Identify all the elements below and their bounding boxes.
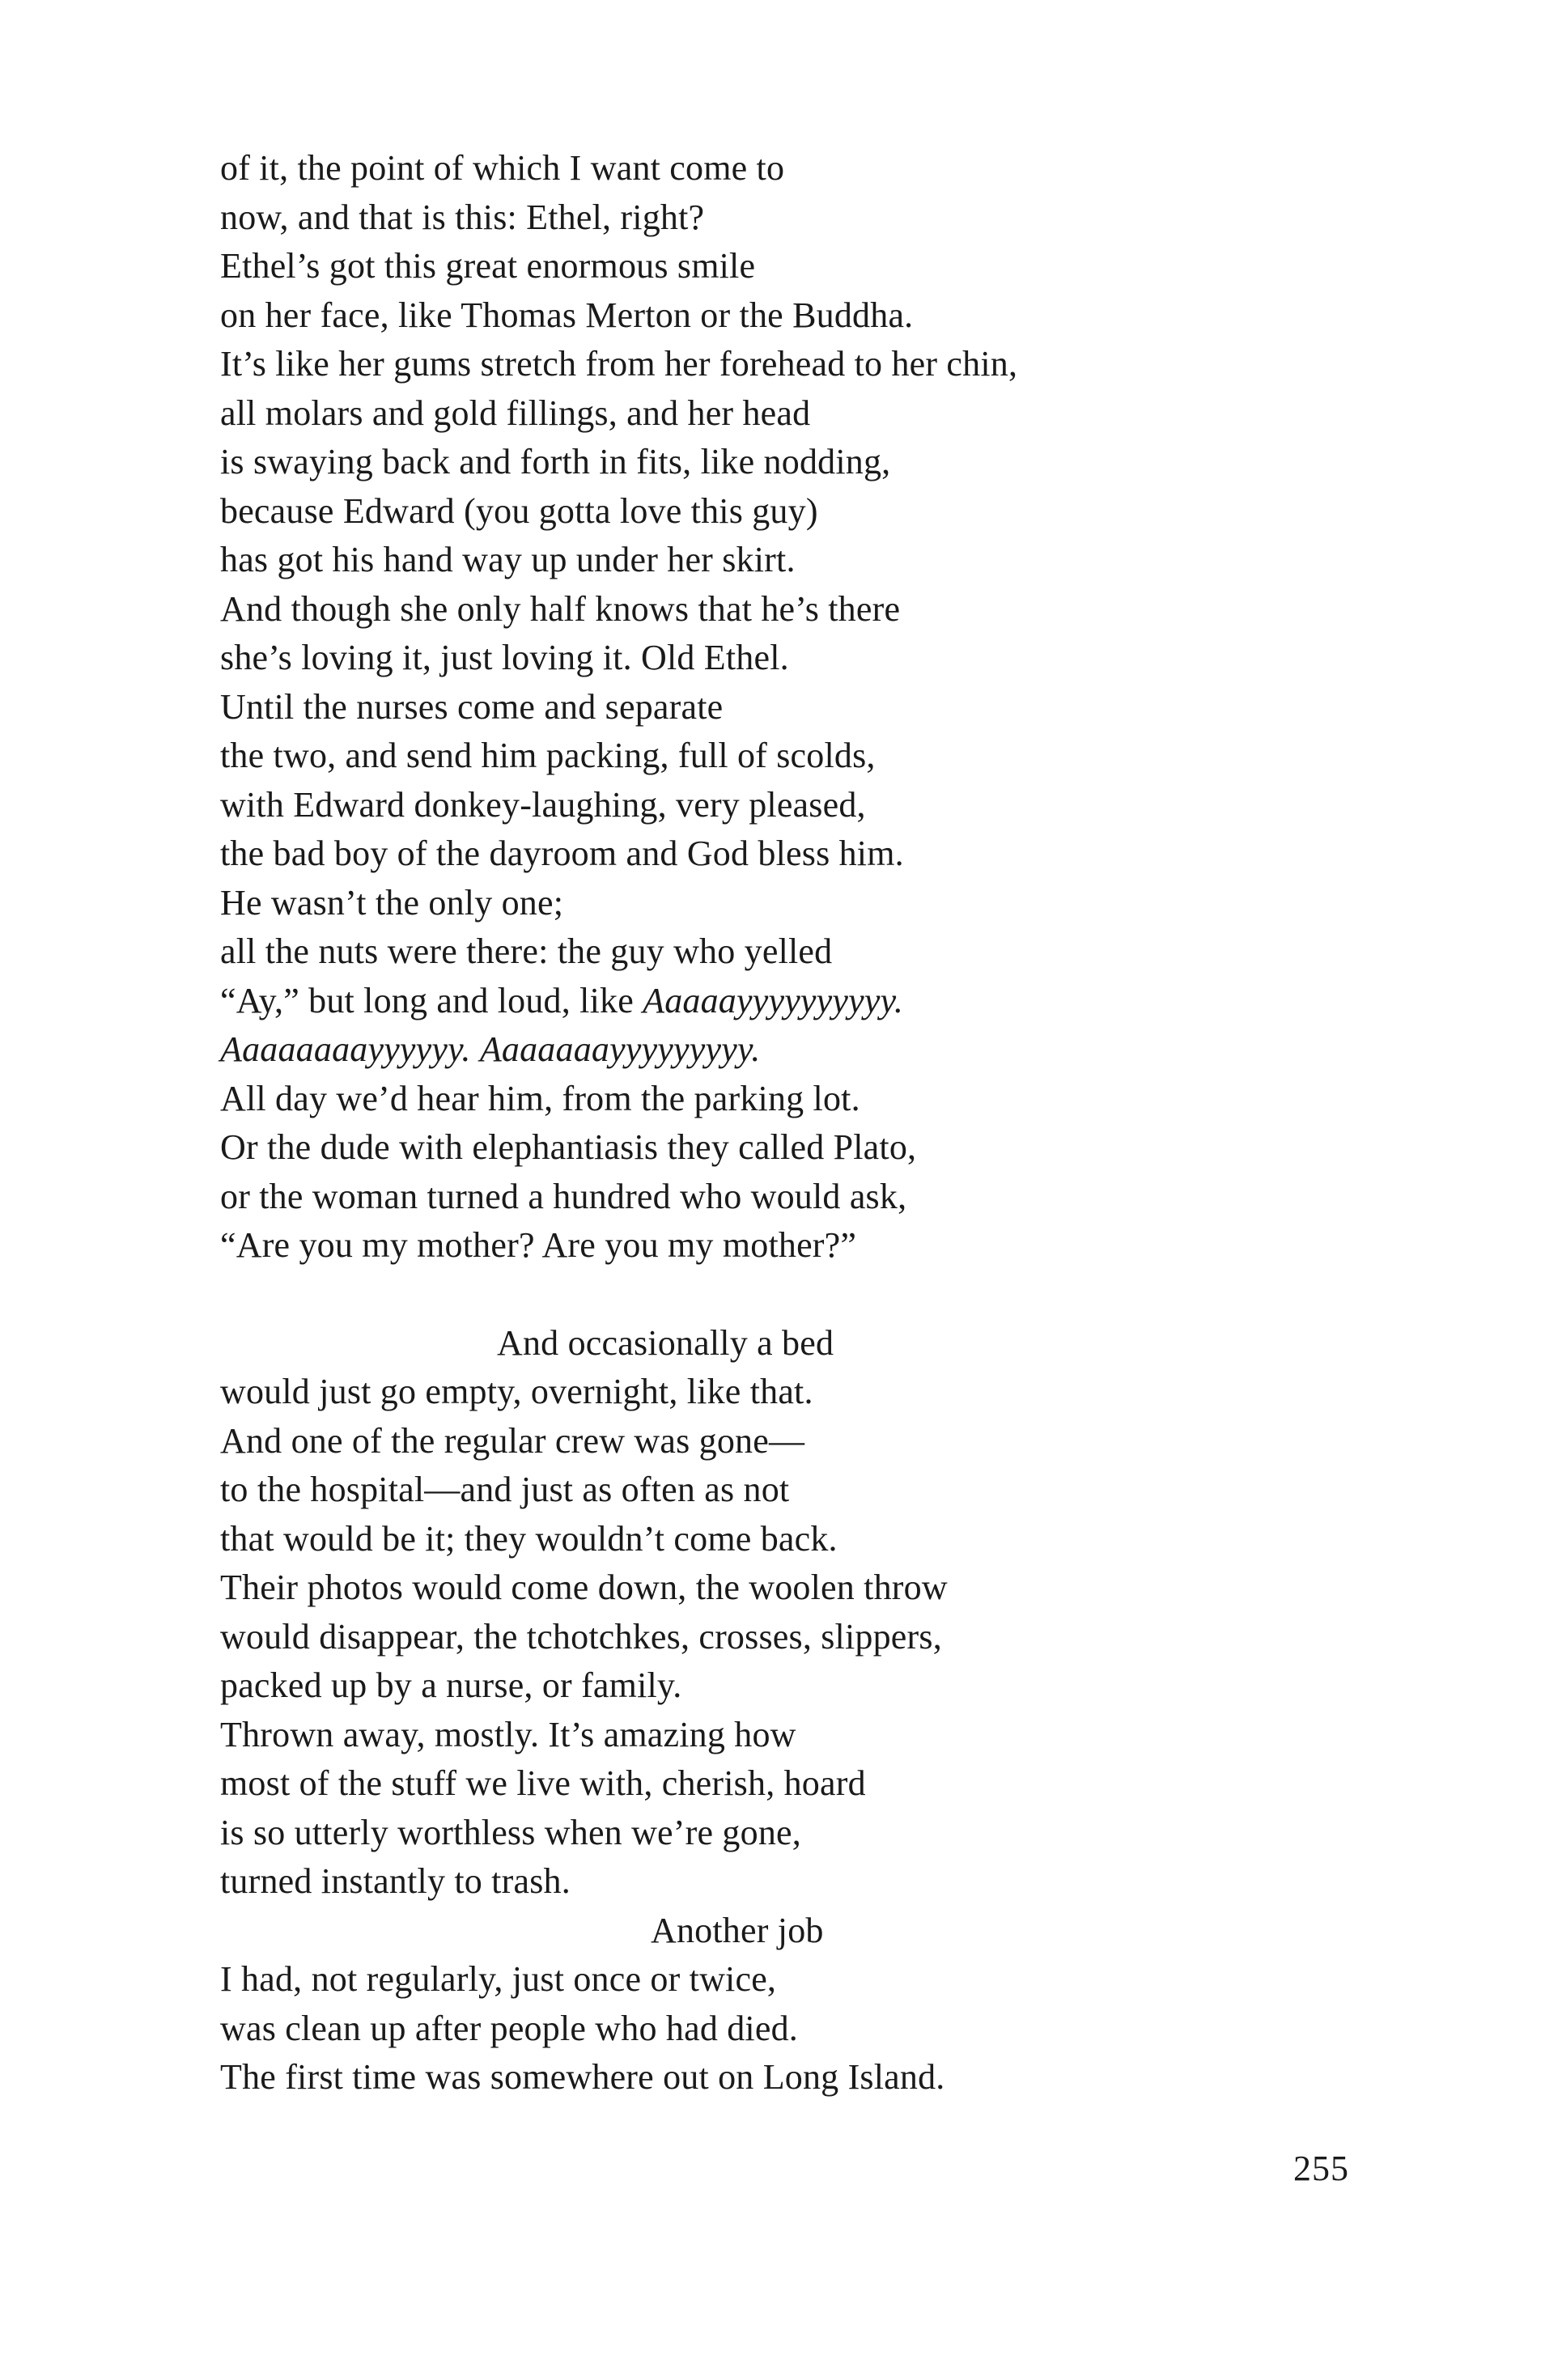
poem-line: Their photos would come down, the woolen throw	[220, 1568, 948, 1607]
poem-line: is so utterly worthless when we’re gone,	[220, 1812, 801, 1852]
ay-italic-b: Aaaaaaayyyyyyyyy.	[479, 1029, 761, 1069]
poem-line: Thrown away, mostly. It’s amazing how	[220, 1714, 796, 1754]
poem-line: “Are you my mother? Are you my mother?”	[220, 1225, 857, 1265]
poem-line: most of the stuff we live with, cherish, hoard	[220, 1763, 866, 1803]
poem-line: on her face, like Thomas Merton or the Buddha.	[220, 295, 914, 335]
poem-line: of it, the point of which I want come to	[220, 148, 785, 188]
poem-line: because Edward (you gotta love this guy)	[220, 490, 818, 531]
page-number: 255	[1293, 2149, 1349, 2188]
poem-line: packed up by a nurse, or family.	[220, 1665, 682, 1705]
poem-line: The first time was somewhere out on Long Island.	[220, 2057, 945, 2097]
poem-line: to the hospital—and just as often as not	[220, 1470, 790, 1509]
poem-text	[220, 144, 1394, 2102]
poem-line: He wasn’t the only one;	[220, 882, 564, 923]
poem-line: would disappear, the tchotchkes, crosses, slippers,	[220, 1616, 942, 1657]
poem-line: Until the nurses come and separate	[220, 686, 724, 727]
poem-line: all molars and gold fillings, and her head	[220, 392, 811, 433]
poem-line: And one of the regular crew was gone—	[220, 1420, 805, 1461]
ay-prefix: “Ay,” but long and loud, like	[220, 980, 643, 1020]
poem-line: Ethel’s got this great enormous smile	[220, 246, 756, 286]
poem-line-ay-2	[220, 1025, 1394, 1075]
poem-line: All day we’d hear him, from the parking lot.	[220, 1078, 860, 1118]
poem-line: all the nuts were there: the guy who yelled	[220, 931, 833, 971]
stanza-break	[220, 1271, 1394, 1319]
poem-line-indented: And occasionally a bed	[497, 1322, 834, 1363]
poem-line: with Edward donkey-laughing, very pleased,	[220, 784, 866, 825]
poem-line: has got his hand way up under her skirt.	[220, 540, 796, 579]
poem-line: the two, and send him packing, full of scolds,	[220, 736, 876, 775]
poem-line: would just go empty, overnight, like that.	[220, 1372, 813, 1411]
poem-line: I had, not regularly, just once or twice,	[220, 1959, 777, 1999]
poem-line: the bad boy of the dayroom and God bless him.	[220, 834, 904, 873]
poem-line: is swaying back and forth in fits, like nodding,	[220, 442, 891, 482]
poem-line: And though she only half knows that he’s there	[220, 588, 901, 629]
poem-line-indented: Another job	[651, 1910, 824, 1950]
poem-line: was clean up after people who had died.	[220, 2008, 798, 2048]
ay-italic-a: Aaaaaaaayyyyyy.	[220, 1029, 471, 1069]
poem-line: It’s like her gums stretch from her forehead to her chin,	[220, 344, 1018, 384]
poem-line: now, and that is this: Ethel, right?	[220, 197, 705, 237]
poem-line-ay	[220, 977, 1394, 1026]
ay-italic: Aaaaayyyyyyyyyy.	[643, 980, 904, 1020]
poem-line: or the woman turned a hundred who would ask,	[220, 1176, 907, 1216]
poem-line: that would be it; they wouldn’t come back.	[220, 1518, 838, 1559]
poem-line: she’s loving it, just loving it. Old Ethel.	[220, 638, 789, 677]
poem-line: Or the dude with elephantiasis they called Plato,	[220, 1127, 917, 1167]
poem-line: turned instantly to trash.	[220, 1861, 571, 1901]
